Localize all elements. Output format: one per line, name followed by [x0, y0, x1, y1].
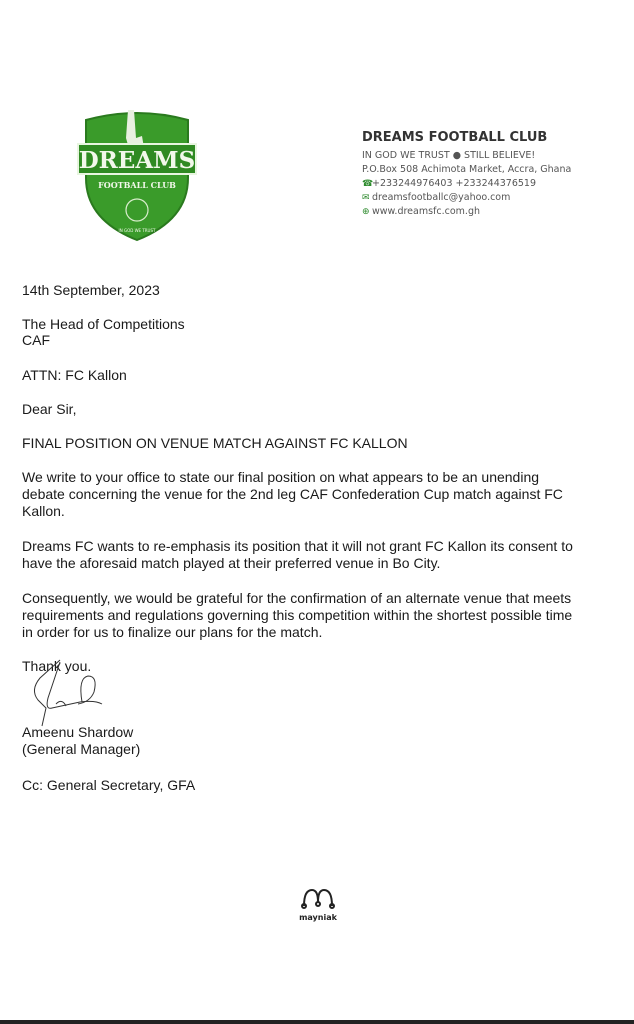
recipient-line: CAF [22, 332, 50, 348]
letter-date: 14th September, 2023 [22, 282, 160, 298]
paragraph-2-line: Dreams FC wants to re-emphasis its position that it will not grant FC Kallon its consent to [22, 538, 573, 554]
paragraph-2-line: have the aforesaid match played at their preferred venue in Bo City. [22, 555, 441, 571]
attn-line: ATTN: FC Kallon [22, 367, 127, 383]
bottom-border [0, 1020, 634, 1024]
email-icon: ✉ [362, 193, 370, 203]
salutation: Dear Sir, [22, 401, 77, 417]
club-address: P.O.Box 508 Achimota Market, Accra, Ghana [362, 164, 572, 175]
club-name: DREAMS FOOTBALL CLUB [362, 130, 548, 145]
paragraph-3-line: requirements and regulations governing this competition within the shortest possible time [22, 607, 573, 623]
closing: Thank you. [22, 658, 92, 674]
club-phones: ☎+233244976403 +233244376519 [362, 178, 537, 189]
club-email: ✉ dreamsfootballc@yahoo.com [362, 192, 511, 203]
club-website: ⊕ www.dreamsfc.com.gh [362, 206, 481, 217]
svg-text:FOOTBALL CLUB: FOOTBALL CLUB [98, 180, 176, 190]
watermark-text: mayniak [299, 913, 337, 922]
signatory-name: Ameenu Shardow [22, 724, 134, 740]
signature [20, 658, 110, 728]
signatory-title: (General Manager) [22, 741, 141, 757]
paragraph-1-line: Kallon. [22, 503, 65, 519]
paragraph-1-line: We write to your office to state our final position on what appears to be an unending [22, 469, 540, 485]
cc-line: Cc: General Secretary, GFA [22, 777, 196, 793]
paragraph-1-line: debate concerning the venue for the 2nd leg CAF Confederation Cup match against FC [22, 486, 563, 502]
paragraph-3-line: in order for us to finalize our plans for the match. [22, 624, 323, 640]
svg-text:IN GOD WE TRUST: IN GOD WE TRUST [118, 228, 156, 233]
recipient-line: The Head of Competitions [22, 316, 185, 332]
club-logo [76, 108, 198, 243]
globe-icon: ⊕ [362, 207, 370, 217]
club-motto: IN GOD WE TRUST ● STILL BELIEVE! [362, 150, 536, 161]
letter-subject: FINAL POSITION ON VENUE MATCH AGAINST FC KALLON [22, 435, 408, 451]
watermark-logo [298, 886, 338, 922]
paragraph-3-line: Consequently, we would be grateful for the confirmation of an alternate venue that meets [22, 590, 572, 606]
phone-icon: ☎ [362, 179, 374, 189]
svg-text:DREAMS: DREAMS [78, 147, 196, 174]
